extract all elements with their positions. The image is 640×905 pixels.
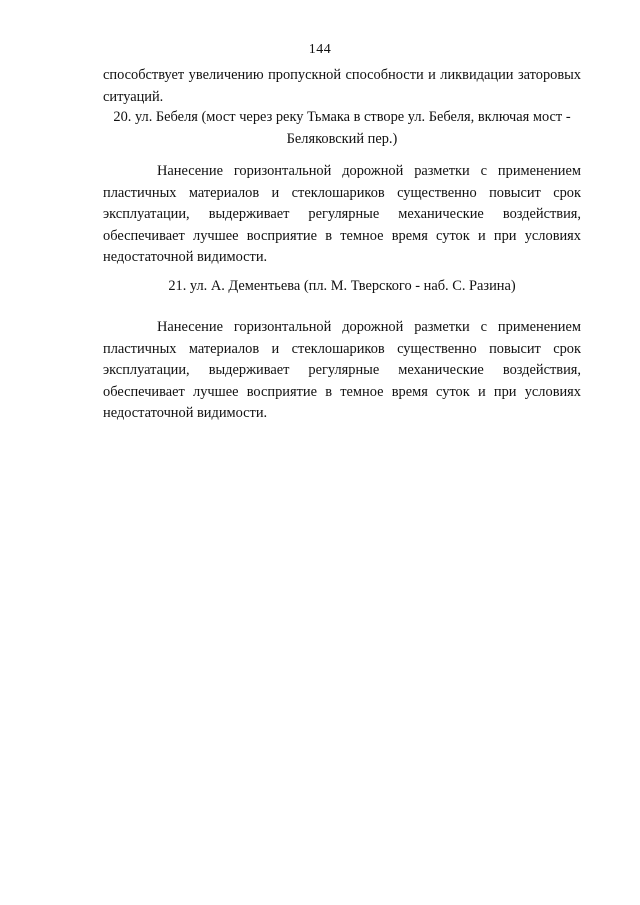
section-21-heading: 21. ул. А. Дементьева (пл. М. Тверского - наб. С. Разина): [168, 278, 516, 294]
section-20-body: Нанесение горизонтальной дорожной разметки с применением пластичных материалов и стеклошариков существенно повысит срок эксплуатации, выдерживает регулярные механические воздействия, обеспечивает лучшее восприятие в темное время суток и при условиях недостаточной видимости.: [103, 163, 581, 265]
section-21-body: Нанесение горизонтальной дорожной разметки с применением пластичных материалов и стеклошариков существенно повысит срок эксплуатации, выдерживает регулярные механические воздействия, обеспечивает лучшее восприятие в темное время суток и при условиях недостаточной видимости.: [103, 319, 581, 421]
page-number: 144: [308, 42, 332, 57]
section-20-heading: 20. ул. Бебеля (мост через реку Тьмака в створе ул. Бебеля, включая мост - Беляковский пер.): [113, 109, 571, 147]
continued-paragraph: способствует увеличению пропускной способности и ликвидации заторовых ситуаций.: [103, 67, 581, 105]
